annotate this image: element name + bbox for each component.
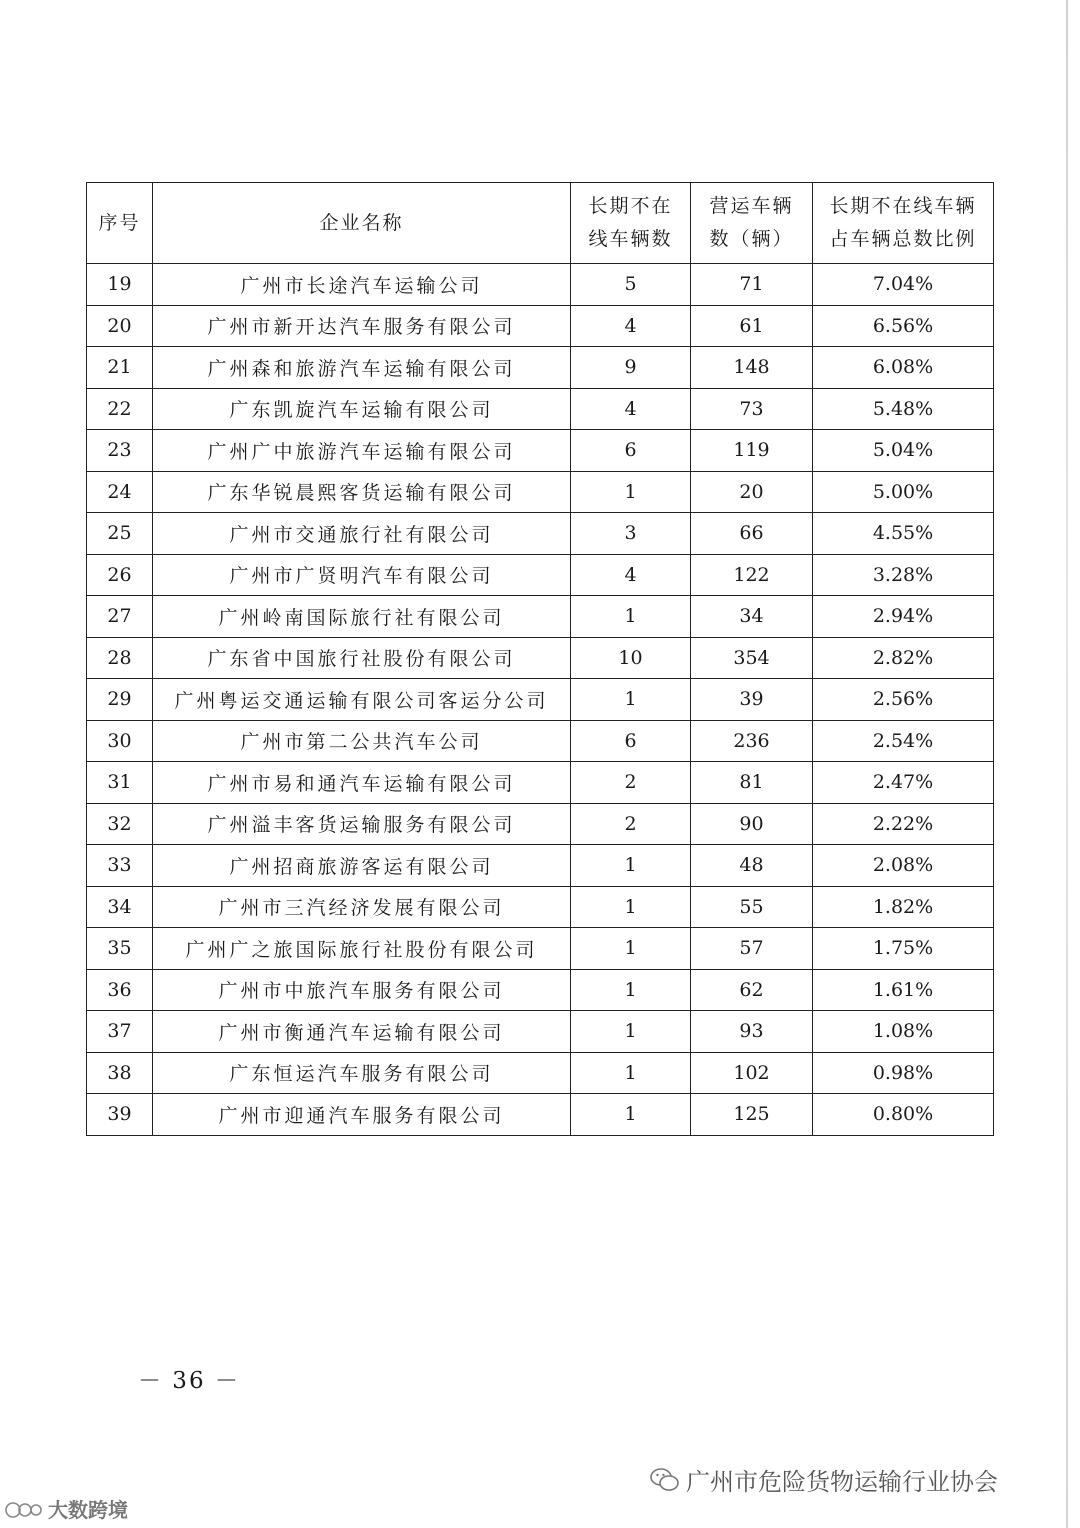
cell-total-vehicles: 93 <box>691 1011 813 1053</box>
cell-offline-count: 1 <box>571 928 691 970</box>
cell-offline-ratio: 2.82% <box>813 637 994 679</box>
cell-offline-count: 2 <box>571 762 691 804</box>
cell-offline-count: 1 <box>571 969 691 1011</box>
cell-offline-count: 1 <box>571 471 691 513</box>
cell-offline-ratio: 5.04% <box>813 430 994 472</box>
cell-total-vehicles: 122 <box>691 554 813 596</box>
table-row <box>87 969 994 1011</box>
cell-company-name: 广东华锐晨熙客货运输有限公司 <box>153 471 571 513</box>
cell-offline-ratio: 5.48% <box>813 388 994 430</box>
cell-offline-ratio: 6.56% <box>813 305 994 347</box>
cell-company-name: 广州岭南国际旅行社有限公司 <box>153 596 571 638</box>
cell-total-vehicles: 62 <box>691 969 813 1011</box>
cell-company-name: 广州市衡通汽车运输有限公司 <box>153 1011 571 1053</box>
table-row <box>87 264 994 306</box>
header-offline-count: 长期不在 线车辆数 <box>571 183 691 264</box>
cell-seq: 34 <box>87 886 153 928</box>
cell-seq: 37 <box>87 1011 153 1053</box>
cell-offline-ratio: 5.00% <box>813 471 994 513</box>
watermark-org-name: 广州市危险货物运输行业协会 <box>686 1468 998 1496</box>
cell-offline-count: 5 <box>571 264 691 306</box>
cell-offline-ratio: 1.08% <box>813 1011 994 1053</box>
cell-seq: 36 <box>87 969 153 1011</box>
table-row <box>87 762 994 804</box>
cell-seq: 31 <box>87 762 153 804</box>
cell-seq: 32 <box>87 803 153 845</box>
watermark-source-name: 大数跨境 <box>48 1498 128 1522</box>
header-total-vehicles: 营运车辆 数（辆） <box>691 183 813 264</box>
cell-offline-count: 1 <box>571 1011 691 1053</box>
cell-company-name: 广东省中国旅行社股份有限公司 <box>153 637 571 679</box>
table-row <box>87 720 994 762</box>
table-row <box>87 1052 994 1094</box>
cell-company-name: 广州广之旅国际旅行社股份有限公司 <box>153 928 571 970</box>
cell-offline-count: 2 <box>571 803 691 845</box>
cell-offline-ratio: 2.08% <box>813 845 994 887</box>
cell-company-name: 广州市易和通汽车运输有限公司 <box>153 762 571 804</box>
cell-offline-ratio: 2.94% <box>813 596 994 638</box>
header-company-name: 企业名称 <box>153 183 571 264</box>
cell-offline-count: 1 <box>571 596 691 638</box>
cell-seq: 39 <box>87 1094 153 1136</box>
cell-offline-ratio: 7.04% <box>813 264 994 306</box>
cell-total-vehicles: 148 <box>691 347 813 389</box>
cell-seq: 23 <box>87 430 153 472</box>
cell-seq: 35 <box>87 928 153 970</box>
cell-seq: 33 <box>87 845 153 887</box>
table-row <box>87 1011 994 1053</box>
cell-company-name: 广州森和旅游汽车运输有限公司 <box>153 347 571 389</box>
cell-seq: 19 <box>87 264 153 306</box>
table-row <box>87 637 994 679</box>
table-header-row <box>87 183 994 264</box>
table-row <box>87 596 994 638</box>
cell-total-vehicles: 20 <box>691 471 813 513</box>
cell-company-name: 广州招商旅游客运有限公司 <box>153 845 571 887</box>
cell-company-name: 广州市长途汽车运输公司 <box>153 264 571 306</box>
cell-offline-ratio: 3.28% <box>813 554 994 596</box>
cell-total-vehicles: 71 <box>691 264 813 306</box>
cell-company-name: 广州市第二公共汽车公司 <box>153 720 571 762</box>
cell-total-vehicles: 354 <box>691 637 813 679</box>
cell-total-vehicles: 73 <box>691 388 813 430</box>
wechat-watermark <box>650 1462 998 1497</box>
wechat-icon <box>650 1467 680 1493</box>
cell-total-vehicles: 102 <box>691 1052 813 1094</box>
page-number: － 36 － <box>138 1368 240 1394</box>
cell-seq: 21 <box>87 347 153 389</box>
cell-offline-ratio: 2.47% <box>813 762 994 804</box>
cell-offline-ratio: 2.22% <box>813 803 994 845</box>
cell-seq: 25 <box>87 513 153 555</box>
cell-offline-count: 1 <box>571 1094 691 1136</box>
cell-offline-ratio: 2.56% <box>813 679 994 721</box>
cell-seq: 27 <box>87 596 153 638</box>
cell-offline-count: 1 <box>571 1052 691 1094</box>
cell-total-vehicles: 55 <box>691 886 813 928</box>
cell-offline-count: 4 <box>571 305 691 347</box>
source-watermark <box>4 1494 128 1523</box>
cell-company-name: 广州粤运交通运输有限公司客运分公司 <box>153 679 571 721</box>
table-row <box>87 886 994 928</box>
cell-company-name: 广州市中旅汽车服务有限公司 <box>153 969 571 1011</box>
table-row <box>87 471 994 513</box>
cell-total-vehicles: 81 <box>691 762 813 804</box>
header-seq: 序号 <box>87 183 153 264</box>
cell-offline-count: 3 <box>571 513 691 555</box>
cell-offline-count: 10 <box>571 637 691 679</box>
cell-company-name: 广州市迎通汽车服务有限公司 <box>153 1094 571 1136</box>
cell-company-name: 广东恒运汽车服务有限公司 <box>153 1052 571 1094</box>
cell-seq: 29 <box>87 679 153 721</box>
cell-total-vehicles: 66 <box>691 513 813 555</box>
cell-total-vehicles: 34 <box>691 596 813 638</box>
table-row <box>87 679 994 721</box>
cell-offline-ratio: 6.08% <box>813 347 994 389</box>
cell-seq: 20 <box>87 305 153 347</box>
weibo-icon <box>4 1498 44 1520</box>
cell-total-vehicles: 57 <box>691 928 813 970</box>
table-row <box>87 554 994 596</box>
cell-total-vehicles: 90 <box>691 803 813 845</box>
cell-seq: 26 <box>87 554 153 596</box>
table-row <box>87 928 994 970</box>
table-row <box>87 513 994 555</box>
cell-company-name: 广东凯旋汽车运输有限公司 <box>153 388 571 430</box>
table-row <box>87 1094 994 1136</box>
cell-offline-count: 1 <box>571 845 691 887</box>
cell-total-vehicles: 119 <box>691 430 813 472</box>
cell-seq: 28 <box>87 637 153 679</box>
cell-offline-ratio: 1.82% <box>813 886 994 928</box>
cell-seq: 38 <box>87 1052 153 1094</box>
cell-offline-ratio: 2.54% <box>813 720 994 762</box>
table-row <box>87 845 994 887</box>
cell-offline-count: 6 <box>571 430 691 472</box>
table-row <box>87 305 994 347</box>
table-row <box>87 388 994 430</box>
cell-seq: 24 <box>87 471 153 513</box>
cell-company-name: 广州市广贤明汽车有限公司 <box>153 554 571 596</box>
cell-offline-count: 1 <box>571 886 691 928</box>
cell-total-vehicles: 236 <box>691 720 813 762</box>
header-offline-ratio: 长期不在线车辆 占车辆总数比例 <box>813 183 994 264</box>
cell-company-name: 广州溢丰客货运输服务有限公司 <box>153 803 571 845</box>
cell-offline-ratio: 1.75% <box>813 928 994 970</box>
cell-seq: 22 <box>87 388 153 430</box>
cell-offline-ratio: 0.80% <box>813 1094 994 1136</box>
cell-offline-count: 1 <box>571 679 691 721</box>
table-row <box>87 803 994 845</box>
cell-offline-count: 4 <box>571 554 691 596</box>
page-edge-shadow <box>1066 0 1068 1528</box>
cell-company-name: 广州市三汽经济发展有限公司 <box>153 886 571 928</box>
cell-offline-count: 4 <box>571 388 691 430</box>
cell-total-vehicles: 39 <box>691 679 813 721</box>
cell-offline-count: 9 <box>571 347 691 389</box>
cell-total-vehicles: 125 <box>691 1094 813 1136</box>
vehicle-offline-table <box>86 182 994 1136</box>
cell-offline-ratio: 4.55% <box>813 513 994 555</box>
cell-offline-ratio: 0.98% <box>813 1052 994 1094</box>
cell-offline-count: 6 <box>571 720 691 762</box>
cell-offline-ratio: 1.61% <box>813 969 994 1011</box>
cell-company-name: 广州广中旅游汽车运输有限公司 <box>153 430 571 472</box>
cell-seq: 30 <box>87 720 153 762</box>
cell-total-vehicles: 61 <box>691 305 813 347</box>
table-row <box>87 347 994 389</box>
cell-company-name: 广州市新开达汽车服务有限公司 <box>153 305 571 347</box>
cell-total-vehicles: 48 <box>691 845 813 887</box>
table-row <box>87 430 994 472</box>
cell-company-name: 广州市交通旅行社有限公司 <box>153 513 571 555</box>
